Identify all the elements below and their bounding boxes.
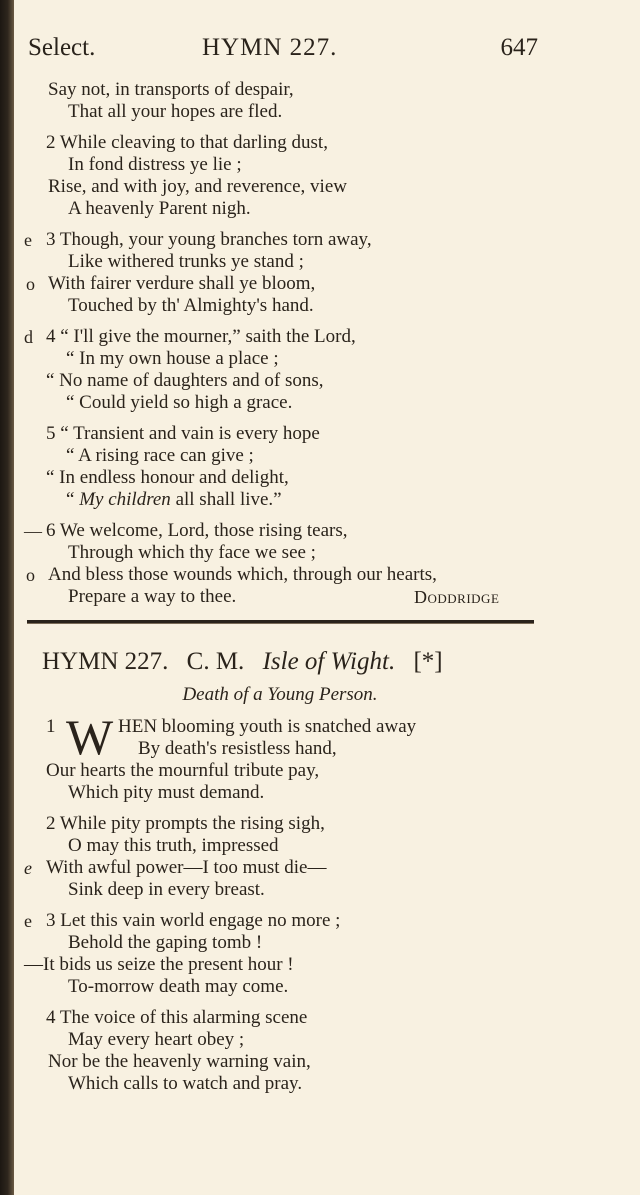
verse-line: To-morrow death may come. xyxy=(68,976,289,997)
verse-line: May every heart obey ; xyxy=(68,1029,245,1050)
section-divider xyxy=(27,620,534,624)
hymn-number: HYMN 227. xyxy=(42,648,169,675)
verse-line xyxy=(66,489,282,511)
verse-line: 3 Let this vain world engage no more ; xyxy=(46,910,341,931)
verse-line: 3 Though, your young branches torn away, xyxy=(46,229,372,250)
expression-mark: e xyxy=(24,230,32,250)
verse-line: 5 “ Transient and vain is every hope xyxy=(46,423,320,444)
hymn-title xyxy=(42,647,532,677)
verse-line: Our hearts the mournful tribute pay, xyxy=(46,760,320,781)
verse-line: A heavenly Parent nigh. xyxy=(68,198,251,219)
expression-mark: o xyxy=(26,274,35,294)
verse-line: “ Could yield so high a grace. xyxy=(66,392,293,413)
verse-line: Say not, in transports of despair, xyxy=(48,79,294,100)
hymn-tune: Isle of Wight. xyxy=(262,648,396,675)
verse-line: “ No name of daughters and of sons, xyxy=(46,370,324,391)
expression-mark: e xyxy=(24,858,32,878)
hymn-tune-mark: [*] xyxy=(413,648,443,675)
verse-number: 1 xyxy=(46,716,56,737)
verse-line: “ A rising race can give ; xyxy=(66,445,254,466)
verse-line: Like withered trunks ye stand ; xyxy=(68,251,304,272)
verse-line: O may this truth, impressed xyxy=(68,835,279,856)
verse-line: “ In endless honour and delight, xyxy=(46,467,289,488)
verse-line: “ In my own house a place ; xyxy=(66,348,279,369)
verse-line: 6 We welcome, Lord, those rising tears, xyxy=(46,520,348,541)
expression-mark: e xyxy=(24,911,32,931)
verse-line: Through which thy face we see ; xyxy=(68,542,316,563)
page-number: 647 xyxy=(500,34,538,61)
verse-line: In fond distress ye lie ; xyxy=(68,154,242,175)
verse-line: Prepare a way to thee. xyxy=(68,586,237,607)
verse-line: Which calls to watch and pray. xyxy=(68,1073,303,1094)
verse-line: Rise, and with joy, and reverence, view xyxy=(48,176,347,197)
expression-mark: o xyxy=(26,565,35,585)
verse-line: HEN blooming youth is snatched away xyxy=(118,716,417,737)
header-hymn-number: HYMN 227. xyxy=(202,34,338,61)
drop-cap: W xyxy=(66,709,114,765)
expression-mark: d xyxy=(24,327,33,347)
verse-line: 2 While pity prompts the rising sigh, xyxy=(46,813,325,834)
author-attribution: Doddridge xyxy=(414,587,500,607)
verse-line: By death's resistless hand, xyxy=(138,738,337,759)
verse-line: 2 While cleaving to that darling dust, xyxy=(46,132,328,153)
verse-line: That all your hopes are fled. xyxy=(68,101,283,122)
verse-line: —It bids us seize the present hour ! xyxy=(24,954,294,975)
verse-line: Which pity must demand. xyxy=(68,782,265,803)
book-spine-shadow xyxy=(0,0,14,1195)
verse-line: With awful power—I too must die— xyxy=(46,857,327,878)
quote-open: “ xyxy=(66,489,80,510)
verse-line: Nor be the heavenly warning vain, xyxy=(48,1051,311,1072)
hymn-meter: C. M. xyxy=(186,648,245,675)
verse-line: And bless those wounds which, through our hearts, xyxy=(48,564,437,585)
hymn-subtitle: Death of a Young Person. xyxy=(182,684,378,705)
line-end: all shall live.” xyxy=(170,489,282,510)
italic-phrase: My children xyxy=(79,489,171,510)
verse-line: Sink deep in every breast. xyxy=(68,879,265,900)
verse-line: 4 The voice of this alarming scene xyxy=(46,1007,308,1028)
verse-line: 4 “ I'll give the mourner,” saith the Lord, xyxy=(46,326,356,347)
header-section-label: Select. xyxy=(28,34,96,61)
verse-line: Behold the gaping tomb ! xyxy=(68,932,263,953)
running-header xyxy=(28,34,538,68)
expression-mark: — xyxy=(24,521,42,541)
verse-line: Touched by th' Almighty's hand. xyxy=(68,295,314,316)
verse-line: With fairer verdure shall ye bloom, xyxy=(48,273,316,294)
